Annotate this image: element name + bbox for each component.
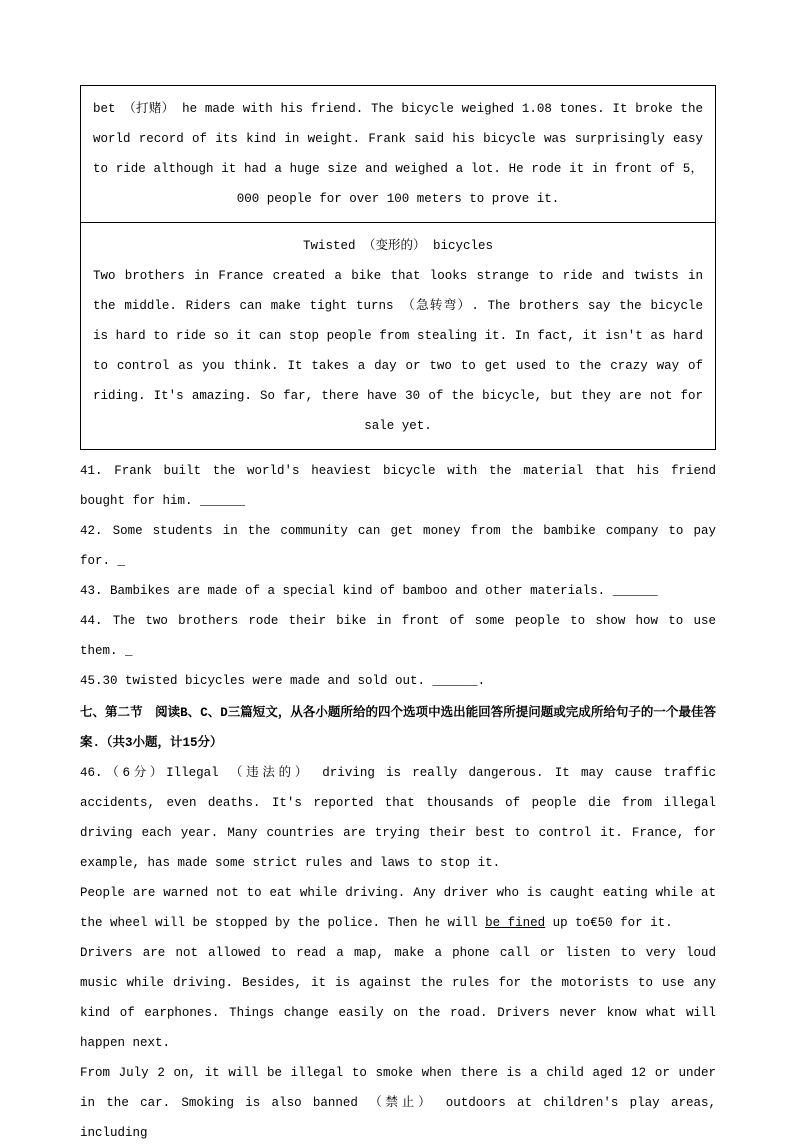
paragraph-2-text-before: People are warned not to eat while driving. Any driver who is caught eating while at the wheel will be stopped by the police. Then he will bbox=[80, 886, 716, 930]
passage-46-paragraph-4: From July 2 on, it will be illegal to smoke when there is a child aged 12 or under in the car. Smoking is also banned （禁止） outdoors at children's play areas, including bbox=[80, 1066, 716, 1140]
question-42: 42. Some students in the community can get money from the bambike company to pay for. _ bbox=[80, 524, 716, 568]
passage-46-paragraph-1: 46.（6分）Illegal （违法的） driving is really dangerous. It may cause traffic accidents, even deaths. It's reported that thousands of people die from illegal driving each year. Many countries are trying their best to control it. France, for example, has made some strict rules and laws to stop it. bbox=[80, 766, 716, 870]
twisted-bicycles-title: Twisted （变形的） bicycles bbox=[302, 239, 494, 253]
heaviest-bicycle-paragraph: bet （打赌） he made with his friend. The bicycle weighed 1.08 tones. It broke the world record of its kind in weight. Frank said his bicycle was surprisingly easy to ride although it had a huge size and weighed a lot. He rode it in front of 5，000 people for over 100 meters to prove it. bbox=[93, 102, 703, 206]
reading-passage-table bbox=[80, 85, 716, 450]
passage-46-paragraph-2 bbox=[80, 878, 716, 938]
underlined-phrase-be-fined: be fined bbox=[485, 916, 546, 930]
question-45: 45.30 twisted bicycles were made and sold out. ______. bbox=[80, 674, 486, 688]
question-43: 43. Bambikes are made of a special kind of bamboo and other materials. ______ bbox=[80, 584, 658, 598]
passage-cell-heaviest-bicycle bbox=[81, 86, 715, 222]
paragraph-2-text-after: up to€50 for it. bbox=[545, 916, 673, 930]
passage-cell-twisted-bicycles bbox=[81, 222, 715, 449]
true-false-questions bbox=[80, 456, 716, 696]
twisted-bicycles-paragraph: Two brothers in France created a bike that looks strange to ride and twists in the middle. Riders can make tight turns （急转弯）. The brothers say the bicycle is hard to ride so it can stop people from stealing it. In fact, it isn't as hard to control as you think. It takes a day or two to get used to the crazy way of riding. It's amazing. So far, there have 30 of the bicycle, but they are not for sale yet. bbox=[93, 269, 703, 433]
question-44: 44. The two brothers rode their bike in front of some people to show how to use them. _ bbox=[80, 614, 716, 658]
section-seven-header: 七、第二节 阅读B、C、D三篇短文，从各小题所给的四个选项中选出能回答所提问题或完成所给句子的一个最佳答案.（共3小题，计15分） bbox=[80, 706, 716, 750]
passage-46-paragraph-3: Drivers are not allowed to read a map, make a phone call or listen to very loud music while driving. Besides, it is against the rules for the motorists to use any kind of earphones. Things change easily on the road. Drivers never know what will happen next. bbox=[80, 946, 716, 1050]
question-41: 41. Frank built the world's heaviest bicycle with the material that his friend bought for him. ______ bbox=[80, 464, 716, 508]
